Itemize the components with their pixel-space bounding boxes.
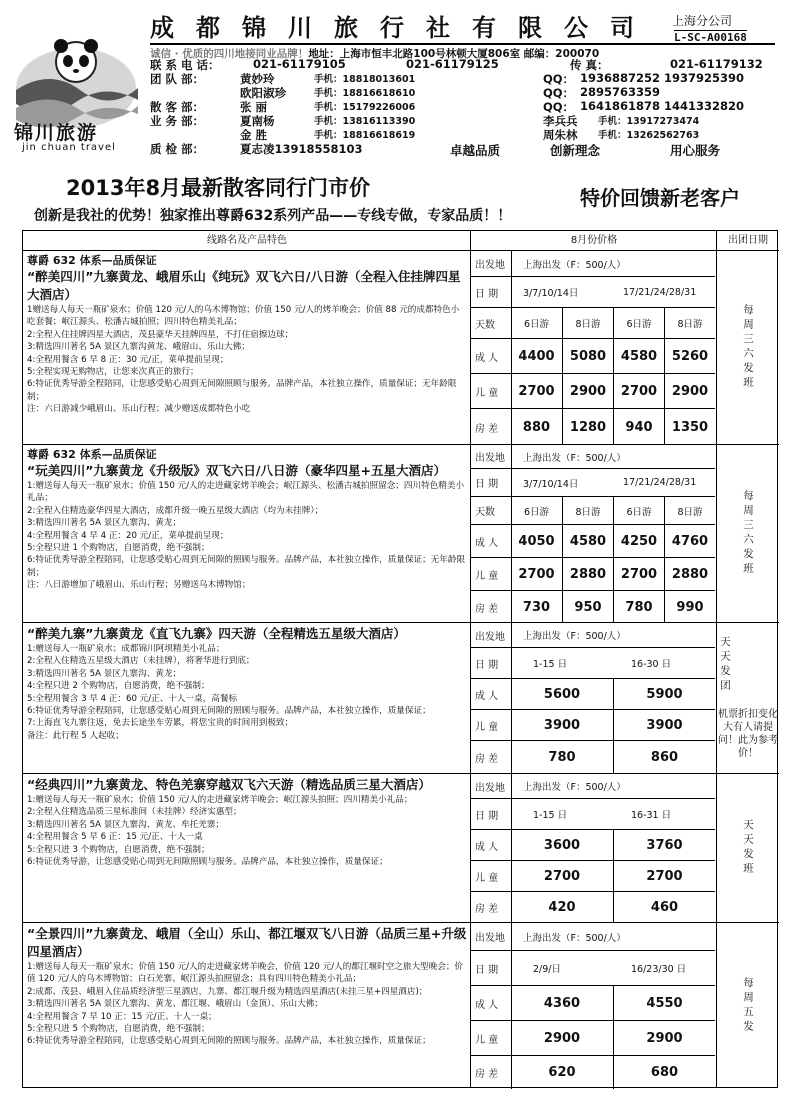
qq-label: QQ：	[543, 100, 575, 114]
branch-name: 上海分公司	[672, 14, 733, 28]
row-label: 儿 童	[475, 721, 499, 733]
row-label: 天数	[475, 319, 495, 331]
promo-title: 特价回馈新老客户	[580, 186, 740, 210]
route-description	[27, 776, 467, 868]
child-price: 2700	[518, 566, 555, 582]
schedule-text: 天天发团	[719, 636, 731, 694]
room-price: 1280	[562, 409, 613, 445]
price-row-days	[471, 497, 715, 525]
dept-label: 散 客 部：	[150, 100, 205, 114]
price-row-date	[471, 648, 715, 679]
row-label: 房 差	[475, 603, 499, 615]
route-section	[23, 923, 779, 1089]
route-feature-line: 3:精选四川著名 5A 景区九寨沟、黄龙；	[27, 668, 182, 679]
route-feature-line: 1:赠送每人一瓶矿泉水；成都锦川阿坝精美小礼品；	[27, 644, 225, 654]
staff-mobile: 手机：13262562763	[598, 130, 700, 141]
route-feature-line: 6:特证优秀导游全程陪同，让您感受贴心周到无间隙的照顾与服务。品牌产品，本社独立操作，质量保证；	[27, 706, 431, 717]
tour-duration: 8日游	[664, 308, 715, 338]
room-price: 680	[613, 1056, 715, 1089]
staff-mobile: 手机：18816618610	[314, 88, 416, 99]
logo-name-cn: 锦川旅游	[14, 122, 99, 144]
motto-innovation: 创新理念	[550, 143, 601, 158]
row-label: 儿 童	[475, 872, 499, 884]
route-feature-line: 3:精选四川著名 5A 景区九寨沟黄龙、峨眉山、乐山大佛；	[27, 342, 250, 353]
route-feature-line: 1赠送每人每天一瓶矿泉水；价值 120 元/人的乌木博物馆；价值 150 元/人的烤羊晚会；价值 88 元的成都特色小吃套餐；岷江源头、松潘古城拍照；四川特色精美礼品；	[27, 305, 460, 328]
schedule-cell	[717, 251, 779, 444]
route-feature-line: 5:全程只进 1 个购物店，自愿消费，绝不强制；	[27, 543, 210, 554]
price-row-depart	[471, 623, 715, 648]
route-feature-line: 5:全程实现无购物店，让您来次真正的旅行；	[27, 367, 199, 378]
motto-service: 用心服务	[670, 143, 721, 158]
route-feature-line: 3:精选四川著名 5A 景区九寨沟、黄龙、牟托羌寨；	[27, 819, 225, 830]
route-feature-line: 6:特证优秀导游，让您感受贴心周到无间隙照顾与服务。品牌产品，本社独立操作，质量保证；	[27, 857, 388, 868]
price-row-room	[471, 591, 715, 623]
route-feature-line: 1:赠送每人每天一瓶矿泉水；价值 150 元/人的走进藏家烤羊晚会；岷江源头拍照；四川精美小礼品；	[27, 795, 413, 805]
adult-price: 5080	[562, 339, 613, 373]
schedule-note: 机票折扣变化大有人请提问！此为参考价！	[718, 709, 778, 759]
child-price: 2900	[664, 374, 715, 408]
row-label: 天数	[475, 507, 495, 518]
staff-mobile: 手机：18816618619	[314, 130, 416, 141]
license-number: L-SC-A00168	[674, 31, 747, 44]
departure-dates: 1-15 日	[533, 810, 568, 821]
price-row-date	[471, 277, 715, 308]
price-table	[22, 230, 778, 1088]
row-label: 成 人	[475, 352, 499, 364]
row-label: 房 差	[475, 1069, 499, 1080]
room-price: 730	[522, 599, 551, 615]
route-feature-line: 5:全程只进 5 个购物店，自愿消费，绝不强制；	[27, 1024, 210, 1035]
route-feature-line: 5:全程只进 3 个购物店，自愿消费，绝不强制；	[27, 844, 210, 855]
adult-price: 5600	[543, 686, 581, 702]
tour-duration: 8日游	[664, 497, 715, 524]
room-price: 950	[562, 591, 613, 623]
row-label: 日 期	[475, 964, 499, 976]
departure-city: 上海出发（F：500/人）	[523, 259, 626, 271]
logo-name-en: jin chuan travel	[22, 142, 116, 153]
staff-name: 周朱林	[543, 128, 578, 142]
column-header-price: 8月份价格	[471, 231, 717, 251]
row-divider	[511, 951, 512, 985]
staff-mobile: 手机：13816113390	[314, 116, 416, 127]
child-price: 3900	[543, 717, 581, 733]
route-series-label: 尊爵 632 体系—品质保证	[27, 254, 157, 267]
qq-label: QQ：	[543, 72, 575, 86]
fax-label: 传 真：	[570, 58, 609, 72]
tour-duration: 6日游	[613, 497, 664, 524]
qq-label: QQ：	[543, 86, 575, 100]
route-feature-line: 4:全程只进 2 个购物店，自愿消费，绝不强制；	[27, 681, 210, 692]
row-label: 日 期	[475, 659, 499, 671]
price-grid	[471, 923, 715, 1089]
row-label: 出发地	[475, 631, 505, 643]
departure-dates: 16/23/30 日	[631, 964, 687, 975]
contact-label: 联 系 电 话：	[150, 58, 220, 72]
child-price: 2900	[562, 374, 613, 408]
row-divider	[511, 445, 512, 468]
room-price: 990	[664, 591, 715, 623]
dept-label: 业 务 部：	[150, 114, 205, 128]
price-row-room	[471, 1056, 715, 1089]
schedule-cell	[717, 445, 779, 622]
room-price: 940	[613, 409, 664, 445]
route-feature-line: 4:全程用餐含 4 早 4 正：20 元/正，菜单提前呈现；	[27, 530, 229, 541]
dept-label: 质 检 部：	[150, 142, 205, 156]
schedule-cell	[717, 623, 779, 773]
row-divider	[511, 799, 512, 829]
contact-row	[150, 57, 780, 72]
route-feature-line: 1:赠送每人每天一瓶矿泉水；价值 150 元/人的走进藏家烤羊晚会；岷江源头、松潘古城拍照留念；四川特色精美小礼品；	[27, 481, 465, 504]
staff-mobile: 手机：15179226006	[314, 102, 416, 113]
room-price: 860	[613, 741, 715, 774]
price-row-child	[471, 861, 715, 892]
route-title: “醉美四川”九寨黄龙、峨眉乐山《纯玩》双飞六日/八日游（全程入住挂牌四星大酒店）	[27, 269, 461, 302]
dept-label: 团 队 部：	[150, 72, 205, 86]
price-row-room	[471, 409, 715, 445]
route-feature-line: 1:赠送每人每天一瓶矿泉水；价值 150 元/人的走进藏家烤羊晚会，价值 120 元/人的都江堰时空之旅大型晚会；价值 120 元/人的乌木博物馆；白石羌寨、岷江源头拍照留念；具有四川特色精美小礼品；	[27, 962, 464, 985]
page-subtitle: 创新是我社的优势！独家推出尊爵632系列产品——专线专做，专家品质！！	[34, 208, 512, 224]
schedule-text: 每周五发	[742, 977, 754, 1035]
adult-price: 4050	[518, 533, 555, 549]
price-row-room	[471, 892, 715, 923]
column-header-route: 线路名及产品特色	[23, 231, 471, 251]
row-label: 儿 童	[475, 1034, 499, 1046]
route-title: “全景四川”九寨黄龙、峨眉（全山）乐山、都江堰双飞八日游（品质三星+升级四星酒店）	[27, 926, 467, 959]
tour-duration: 6日游	[523, 319, 550, 330]
route-feature-line: 7:上海直飞九寨往返，免去长途坐车劳累，将您宝贵的时间用到极致；	[27, 718, 294, 729]
retail-dept-row	[150, 99, 780, 114]
staff-name: 黄妙玲	[240, 72, 275, 86]
staff-name: 金 胜	[240, 128, 268, 142]
adult-price: 4580	[562, 525, 613, 557]
adult-price: 3760	[613, 830, 715, 860]
route-section	[23, 445, 779, 623]
child-price: 2700	[613, 374, 664, 408]
staff-name: 李兵兵	[543, 114, 578, 128]
room-price: 1350	[664, 409, 715, 445]
route-feature-line: 2:全程入住精选五星级大酒店（未挂牌），将奢华进行到底；	[27, 656, 255, 667]
team-dept-row-2	[150, 85, 780, 100]
price-row-depart	[471, 445, 715, 469]
row-divider	[511, 251, 512, 276]
price-row-depart	[471, 774, 715, 799]
child-price: 2700	[613, 861, 715, 891]
departure-city: 上海出发（F：500/人）	[523, 452, 626, 464]
route-feature-line: 2:成都、茂县、峨眉入住品质经济型三星酒店，九寨、都江堰升级为精选四星酒店(未挂三星+四星酒店)；	[27, 986, 428, 997]
row-label: 出发地	[475, 782, 505, 794]
child-price: 2900	[613, 1021, 715, 1055]
row-divider	[511, 277, 512, 307]
staff-name: 张 丽	[240, 100, 268, 114]
route-feature-line: 6:特证优秀导游全程陪同，让您感受贴心周到无间隙照顾与服务。品牌产品，本社独立操作，质量保证；无年龄限制；	[27, 379, 457, 402]
price-row-child	[471, 710, 715, 741]
price-row-adult	[471, 339, 715, 374]
contact-phone-1: 021-61179105	[253, 57, 346, 71]
room-price: 780	[613, 591, 664, 623]
route-feature-line: 4:全程用餐含 7 早 10 正：15 元/正、十人一桌；	[27, 1011, 217, 1022]
tour-duration: 8日游	[562, 497, 613, 524]
price-grid	[471, 623, 715, 773]
adult-price: 5900	[613, 679, 715, 709]
route-description	[27, 253, 467, 416]
child-price: 2880	[562, 558, 613, 590]
business-dept-row	[150, 113, 780, 128]
row-divider	[511, 648, 512, 678]
route-feature-line: 注：六日游减少峨眉山、乐山行程；减少赠送成都特色小吃	[27, 404, 251, 415]
child-price: 3900	[613, 710, 715, 740]
price-row-adult	[471, 830, 715, 861]
departure-city: 上海出发（F：500/人）	[523, 631, 626, 642]
room-price: 460	[613, 892, 715, 923]
route-section	[23, 623, 779, 774]
schedule-text: 每周三六发班	[742, 490, 754, 577]
row-label: 房 差	[475, 423, 499, 435]
tour-duration: 8日游	[562, 308, 613, 338]
child-price: 2880	[664, 558, 715, 590]
adult-price: 4250	[613, 525, 664, 557]
route-section	[23, 251, 779, 445]
route-title: “经典四川”九寨黄龙、特色羌寨穿越双飞六天游（精选品质三星大酒店）	[27, 777, 431, 792]
price-row-room	[471, 741, 715, 774]
fax-number: 021-61179132	[670, 57, 763, 71]
route-feature-line: 2:全程入住精选品质三星标准间（未挂牌）经济实惠型；	[27, 807, 242, 818]
child-price: 2700	[543, 868, 581, 884]
qc-dept-row	[150, 141, 780, 156]
row-label: 儿 童	[475, 387, 499, 399]
price-row-date	[471, 469, 715, 497]
row-label: 成 人	[475, 841, 499, 853]
adult-price: 4550	[613, 986, 715, 1020]
price-row-adult	[471, 986, 715, 1021]
schedule-wrap	[741, 819, 755, 877]
team-dept-row	[150, 71, 780, 86]
qq-number: 2895763359	[580, 85, 661, 99]
column-divider	[716, 231, 717, 1087]
row-label: 日 期	[475, 810, 499, 822]
qc-contact: 夏志凌13918558103	[240, 142, 363, 156]
child-price: 2900	[543, 1030, 581, 1046]
price-row-child	[471, 374, 715, 409]
row-label: 日 期	[475, 288, 499, 300]
route-feature-line: 注：八日游增加了峨眉山、乐山行程；另赠送乌木博物馆；	[27, 580, 251, 591]
departure-city: 上海出发（F：500/人）	[523, 932, 626, 944]
price-row-adult	[471, 525, 715, 558]
column-divider	[470, 231, 471, 1087]
room-price: 780	[548, 750, 576, 765]
tour-duration: 6日游	[523, 506, 550, 518]
departure-dates: 2/9/日	[533, 964, 561, 975]
departure-dates: 3/7/10/14日	[523, 478, 579, 490]
child-price: 2700	[518, 383, 555, 399]
row-divider	[511, 623, 512, 647]
qq-number: 1641861878 1441332820	[580, 99, 745, 113]
schedule-wrap	[741, 304, 755, 391]
contact-phone-2: 021-61179125	[406, 57, 499, 71]
schedule-text: 每周三六发班	[742, 304, 754, 391]
row-label: 出发地	[475, 453, 505, 464]
room-price: 620	[548, 1065, 576, 1080]
staff-name: 欧阳淑珍	[240, 86, 286, 100]
price-row-date	[471, 951, 715, 986]
row-divider	[511, 469, 512, 496]
route-feature-line: 6:特证优秀导游全程陪同，让您感受贴心周到无间隙的照顾与服务。品牌产品，本社独立操作，质量保证；	[27, 1036, 431, 1047]
adult-price: 4400	[518, 348, 555, 364]
schedule-wrap	[741, 490, 755, 577]
departure-dates: 16-30 日	[631, 659, 672, 670]
company-name: 成都锦川旅行社有限公司	[150, 13, 656, 42]
departure-dates: 1-15 日	[533, 659, 568, 670]
slogan: 诚信 · 优质的四川地接同业品牌！	[150, 48, 309, 60]
departure-dates: 16-31 日	[631, 810, 672, 821]
route-feature-line: 2:全程入住精选豪华四星大酒店，成都升级一晚五星级大酒店（均为未挂牌）；	[27, 505, 324, 516]
business-dept-row-2	[150, 127, 780, 142]
row-label: 出发地	[475, 260, 505, 271]
row-label: 出发地	[475, 933, 505, 944]
motto-quality: 卓越品质	[450, 143, 501, 158]
staff-name: 夏南杨	[240, 114, 275, 128]
price-row-date	[471, 799, 715, 830]
price-row-adult	[471, 679, 715, 710]
schedule-cell	[717, 774, 779, 922]
price-row-child	[471, 1021, 715, 1056]
address: 地址：上海市恒丰北路100号林顿大厦806室 邮编：200070	[308, 48, 600, 60]
route-description	[27, 625, 467, 742]
price-grid	[471, 774, 715, 922]
price-row-depart	[471, 251, 715, 277]
adult-price: 4360	[543, 995, 581, 1011]
route-description	[27, 447, 467, 592]
price-row-days	[471, 308, 715, 339]
staff-mobile: 手机：13917273474	[598, 116, 700, 127]
tour-duration: 6日游	[613, 308, 664, 338]
row-label: 房 差	[475, 904, 499, 915]
adult-price: 4580	[613, 339, 664, 373]
route-feature-line: 4:全程用餐含 5 早 6 正：15 元/正、十人一桌	[27, 832, 203, 843]
schedule-wrap	[718, 636, 778, 760]
route-title: “玩美四川”九寨黄龙《升级版》双飞六日/八日游（豪华四星+五星大酒店）	[27, 463, 446, 478]
room-price: 420	[548, 900, 576, 915]
row-divider	[511, 774, 512, 798]
price-row-depart	[471, 923, 715, 951]
child-price: 2700	[613, 558, 664, 590]
schedule-cell	[717, 923, 779, 1089]
row-label: 成 人	[475, 537, 499, 549]
route-section	[23, 774, 779, 923]
row-label: 儿 童	[475, 570, 499, 582]
price-row-child	[471, 558, 715, 591]
row-divider	[511, 923, 512, 950]
row-label: 日 期	[475, 479, 499, 490]
header	[0, 0, 800, 172]
route-feature-line: 3:精选四川著名 5A 景区九寨沟、黄龙；	[27, 518, 182, 529]
departure-city: 上海出发（F：500/人）	[523, 782, 626, 793]
price-grid	[471, 445, 715, 622]
route-feature-line: 6:特证优秀导游全程陪同，让您感受贴心周到无间隙的照顾与服务。品牌产品，本社独立操作，质量保证；无年龄限制；	[27, 555, 466, 578]
departure-dates: 17/21/24/28/31	[623, 477, 697, 488]
row-label: 房 差	[475, 754, 499, 765]
route-feature-line: 5:全程用餐含 3 早 4 正：60 元/正、十人一桌，高餐标	[27, 693, 238, 704]
route-title: “醉美九寨”九寨黄龙《直飞九寨》四天游（全程精选五星级大酒店）	[27, 626, 406, 641]
route-feature-line: 4:全程用餐含 6 早 8 正：30 元/正，菜单提前呈现；	[27, 354, 229, 365]
adult-price: 3600	[543, 837, 581, 853]
page-title: 2013年8月最新散客同行门市价	[66, 176, 371, 200]
adult-price: 5260	[664, 339, 715, 373]
schedule-text: 天天发班	[742, 819, 754, 877]
departure-dates: 17/21/24/28/31	[623, 286, 697, 298]
room-price: 880	[522, 419, 551, 435]
staff-mobile: 手机：18818013601	[314, 74, 416, 85]
departure-dates: 3/7/10/14日	[523, 288, 579, 299]
qq-number: 1936887252 1937925390	[580, 71, 745, 85]
route-series-label: 尊爵 632 体系—品质保证	[27, 448, 157, 461]
row-label: 成 人	[475, 999, 499, 1011]
column-header-schedule: 出团日期	[717, 231, 779, 251]
row-label: 成 人	[475, 690, 499, 702]
route-feature-line: 3:精选四川著名 5A 景区九寨沟、黄龙、都江堰、峨眉山（金顶）、乐山大佛；	[27, 999, 323, 1010]
adult-price: 4760	[664, 525, 715, 557]
route-description	[27, 925, 467, 1048]
route-feature-line: 备注：此行程 5 人起收；	[27, 730, 124, 741]
schedule-wrap	[741, 977, 755, 1035]
price-grid	[471, 251, 715, 444]
route-feature-line: 2:全程入住挂牌四星大酒店，茂县豪华天挂牌四星，不打住宿擦边球；	[27, 329, 294, 340]
